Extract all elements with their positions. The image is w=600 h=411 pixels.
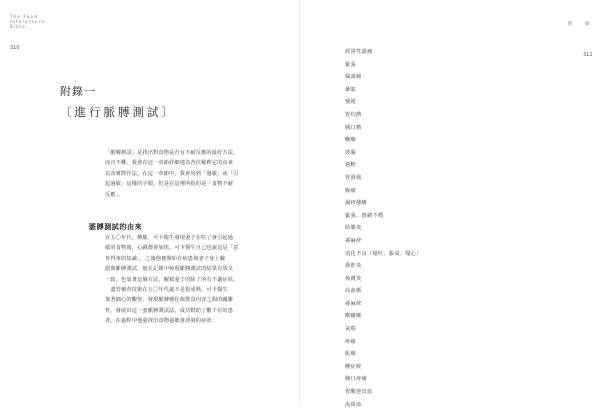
symptom-list bbox=[345, 46, 422, 411]
list-item: 疼痛 bbox=[345, 338, 356, 345]
list-item: 胃酸逆出血 bbox=[345, 389, 373, 396]
header-line: Intolerance bbox=[10, 19, 46, 24]
running-header-right: 錄 bbox=[585, 22, 590, 27]
list-item: 腹痛 bbox=[345, 187, 356, 194]
right-page-number: 311 bbox=[583, 52, 593, 58]
right-page bbox=[300, 0, 600, 408]
text-line: 反應」。 bbox=[105, 191, 124, 198]
intro-paragraph bbox=[105, 148, 275, 200]
list-item: 結腸炎 bbox=[345, 225, 362, 232]
list-item: 鼓脹 bbox=[345, 149, 356, 156]
list-item: 緊張 bbox=[345, 61, 356, 68]
list-item: 經常性頭痛 bbox=[345, 49, 373, 55]
list-item: 流鼻血 bbox=[345, 401, 362, 408]
list-item: 蕁麻疹 bbox=[345, 300, 362, 307]
body-paragraph bbox=[105, 233, 275, 327]
list-item: 偏頭痛 bbox=[345, 74, 362, 81]
text-line: 者。在過程中他還找出食物過敏會誘發的症狀： bbox=[105, 318, 218, 325]
running-header-title bbox=[10, 14, 46, 29]
list-item: 鼻腔炎 bbox=[345, 263, 362, 270]
text-line: 一致，也靠著這個方法，解救妻子的除了所有不適症狀。 bbox=[105, 276, 239, 283]
list-item: 胰口瘡 bbox=[345, 124, 362, 131]
text-line: 「脈膊測試」是找出對食物是否有不耐反應的最好方法， bbox=[105, 150, 239, 156]
appendix-label: 附錄一 bbox=[60, 85, 96, 98]
list-item: 濕疹搔癢 bbox=[345, 200, 367, 207]
list-item: 胸口疼痛 bbox=[345, 376, 367, 383]
text-line: 性，發展出這一套脈膊測試法，成功幫助了數千位的患 bbox=[105, 307, 234, 314]
left-page-number: 310 bbox=[10, 45, 20, 51]
section-heading: 脈膊測試的由來 bbox=[89, 222, 143, 231]
list-item: 緊張、情緒不穩 bbox=[345, 212, 384, 219]
list-item: 胃潰瘍 bbox=[345, 174, 362, 181]
list-item: 喉嚨癢 bbox=[345, 313, 362, 320]
list-item: 鼻竇炎 bbox=[345, 275, 362, 282]
list-item: 腰症候 bbox=[345, 363, 362, 370]
list-item: 癲癇 bbox=[345, 137, 356, 144]
text-line: 靠著細心的觀察，發現脈膊變化與飲食內容之間的關聯 bbox=[105, 297, 234, 304]
text-line: 起過敏」這樣的字眼，但是在這裡所指的是「食物不耐 bbox=[105, 181, 234, 188]
text-line: 敏的食物後，心跳都會加快。可卡醫生自己也說這是「意 bbox=[105, 245, 239, 252]
text-line: 在五〇年代，佛羅．可卡醫生發現妻子在吃了會引起過 bbox=[105, 235, 234, 241]
list-item: 高血壓 bbox=[345, 288, 362, 295]
running-header-left: 附 bbox=[568, 22, 573, 27]
list-item: 便祕 bbox=[345, 99, 356, 106]
list-item: 肌痠 bbox=[345, 351, 356, 358]
list-item: 暈眩 bbox=[345, 86, 356, 93]
list-item: 消化不良（噁吐、脹氣、噁心） bbox=[345, 250, 422, 257]
text-line: 外得來的知識」，之後他便開始在病患與妻子身上驗 bbox=[105, 255, 226, 262]
list-item: 過輕 bbox=[345, 162, 356, 169]
text-line: 證與脈膊測試，他在記錄中發現脈膊測試的結果有效又 bbox=[105, 266, 234, 273]
text-line: 而且不難。我會在這一章節詳細地為各位解釋它的由來 bbox=[105, 160, 234, 167]
header-line: The Food bbox=[10, 14, 38, 19]
header-line: Bible bbox=[10, 24, 26, 29]
appendix-title: 〔進行脈膊測試〕 bbox=[60, 105, 176, 119]
list-item: 蕁麻疹 bbox=[345, 237, 362, 244]
list-item: 氣喘 bbox=[345, 326, 356, 333]
left-page bbox=[0, 0, 300, 405]
text-line: 以及實際作法。在這一章節中，我會用到「過敏」或「引 bbox=[105, 170, 239, 177]
list-item: 胃灼熱 bbox=[345, 111, 362, 118]
text-line: 盡管檢查技術在五〇年代還不是很成熟，可卡醫生 bbox=[105, 287, 228, 294]
